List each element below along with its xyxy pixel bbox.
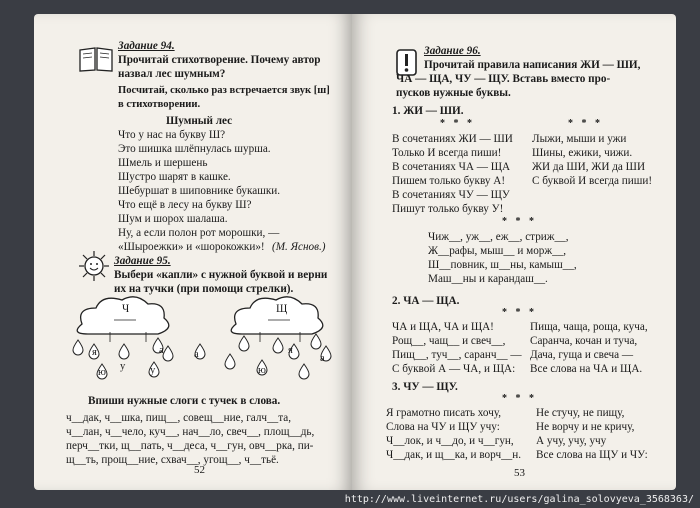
exercise-line: ч__дак, ч__шка, пищ__, совещ__ние, галч__та, — [66, 412, 292, 424]
rhyme-line: Шины, ежики, чижи. — [532, 147, 633, 159]
rhyme-line: ЖИ да ШИ, ЖИ да ШИ — [532, 161, 646, 173]
drop-letter[interactable]: я — [288, 345, 293, 356]
task94-instruction2-line-1: Посчитай, сколько раз встречается звук [ш] — [118, 85, 330, 96]
rhyme-line: А учу, учу, учу — [536, 435, 607, 447]
watermark-url: http://www.liveinternet.ru/users/galina_solovyeva_3568363/ — [344, 494, 694, 505]
poem-line: Шмель и шершень — [118, 157, 208, 169]
rhyme-line: Не стучу, не пищу, — [536, 407, 625, 419]
task94-instruction-line-1: Прочитай стихотворение. Почему автор — [118, 54, 321, 66]
rule-line: Пишут только букву У! — [392, 203, 504, 215]
task96-instruction-line-1: Прочитай правила написания ЖИ — ШИ, — [424, 59, 641, 71]
task94-instruction2-line-2: в стихотворении. — [118, 99, 201, 110]
poem-line: Что ещё в лесу на букву Ш? — [118, 199, 252, 211]
drop-letter[interactable]: а — [159, 345, 164, 356]
rhyme-line: Не ворчу и не кричу, — [536, 421, 635, 433]
task94-title: Задание 94. — [118, 40, 175, 52]
rhyme-line: С буквой И всегда пиши! — [532, 175, 653, 187]
rhyme-line: Дача, гуща и свеча — — [530, 349, 634, 361]
poem-title: Шумный лес — [166, 115, 233, 127]
task94-instruction-line-2: назвал лес шумным? — [118, 68, 226, 80]
rhyme-line: Лыжи, мыши и ужи — [532, 133, 627, 145]
section2-heading: 2. ЧА — ЩА. — [392, 295, 460, 307]
drop-letter[interactable]: ю — [98, 367, 106, 378]
rhyme-line: Все слова на ЩУ и ЧУ: — [536, 449, 648, 461]
left-page — [34, 14, 352, 490]
cloud-right-label: Щ — [276, 303, 288, 315]
rule-line: В сочетаниях ЧА — ЩА — [392, 161, 511, 173]
section3-heading: 3. ЧУ — ЩУ. — [392, 381, 458, 393]
page-number-right: 53 — [514, 467, 525, 479]
task96-instruction-line-2: ЧА — ЩА, ЧУ — ЩУ. Вставь вместо про- — [396, 73, 611, 85]
drop-letter[interactable]: ю — [258, 365, 266, 376]
poem-line: Что у нас на букву Ш? — [118, 129, 226, 141]
rhyme-line: Саранча, кочан и туча, — [530, 335, 638, 347]
rhyme-line: Пища, чаща, роща, куча, — [530, 321, 648, 333]
fill-in-line[interactable]: Ч__лок, и ч__до, и ч__гун, — [386, 435, 514, 447]
poem-line: «Шыроежки» и «шорокожки»! — [118, 241, 265, 253]
drop-letter[interactable]: у — [150, 365, 156, 376]
task95-instruction-3: Впиши нужные слоги с тучек в слова. — [88, 395, 281, 407]
drop-letter[interactable]: а — [320, 353, 325, 364]
fill-in-line: ЧА и ЩА, ЧА и ЩА! — [392, 321, 494, 333]
poem-line: Шебуршат в шиповнике букашки. — [118, 185, 281, 197]
rule-line: Пишем только букву А! — [392, 175, 506, 187]
exercise-line: щ__ть, прощ__ние, схвач__, угощ__, ч__тьё. — [66, 454, 279, 466]
sun-icon — [78, 250, 110, 282]
rule-line: В сочетаниях ЖИ — ШИ — [392, 133, 513, 145]
fill-in-line[interactable]: Рощ__, чащ__ и свеч__, — [392, 335, 506, 347]
fill-in-line[interactable]: Ш__повник, ш__ны, камыш__, — [428, 259, 577, 271]
task96-instruction-line-3: пусков нужные буквы. — [396, 87, 511, 99]
poem-line: Ну, а если полон рот морошки, — — [118, 227, 280, 239]
task95-instruction-line-2: их на тучки (при помощи стрелки). — [114, 283, 294, 295]
stars-divider: * * * — [502, 216, 537, 227]
stars-divider: * * * — [440, 118, 475, 129]
rhyme-line: Все слова на ЧА и ЩА. — [530, 363, 643, 375]
drop-letter[interactable]: у — [120, 361, 126, 372]
rule-line: В сочетаниях ЧУ — ЩУ — [392, 189, 510, 201]
exercise-line: ч__лан, ч__чело, куч__, нач__ло, свеч__, площ__дь, — [66, 426, 315, 438]
stars-divider: * * * — [568, 118, 603, 129]
poem-line: Шум и шорох шалаша. — [118, 213, 228, 225]
fill-in-line[interactable]: Пищ__, туч__, саранч__ — — [392, 349, 522, 361]
fill-in-line: Слова на ЧУ и ЩУ учу: — [386, 421, 500, 433]
fill-in-line: Я грамотно писать хочу, — [386, 407, 502, 419]
stars-divider: * * * — [502, 307, 537, 318]
poem-line: Это шишка шлёпнулась шурша. — [118, 143, 271, 155]
stars-divider: * * * — [502, 393, 537, 404]
poem-line: Шустро шарят в кашке. — [118, 171, 231, 183]
exercise-line: перч__тки, щ__пать, ч__деса, ч__гун, овч__рка, пи- — [66, 440, 314, 452]
drop-letter[interactable]: я — [92, 347, 97, 358]
task96-title: Задание 96. — [424, 45, 481, 57]
fill-in-line[interactable]: Ж__рафы, мыш__ и морж__, — [428, 245, 567, 257]
rule-line: Только И всегда пиши! — [392, 147, 502, 159]
fill-in-line: С буквой А — ЧА, и ЩА: — [392, 363, 516, 375]
fill-in-line[interactable]: Маш__ны и карандаш__. — [428, 273, 548, 285]
cloud-left-label: Ч — [122, 303, 130, 315]
task95-title: Задание 95. — [114, 255, 171, 267]
drop-letter[interactable]: а — [194, 349, 199, 360]
poem-author: (М. Яснов.) — [272, 241, 326, 253]
open-book-icon — [78, 44, 114, 72]
page-number-left: 52 — [194, 464, 205, 476]
section1-heading: 1. ЖИ — ШИ. — [392, 105, 464, 117]
fill-in-line[interactable]: Чиж__, уж__, еж__, стриж__, — [428, 231, 569, 243]
task95-instruction-line-1: Выбери «капли» с нужной буквой и верни — [114, 269, 328, 281]
fill-in-line[interactable]: Ч__дак, и щ__ка, и ворч__н. — [386, 449, 522, 461]
right-page — [352, 14, 676, 490]
